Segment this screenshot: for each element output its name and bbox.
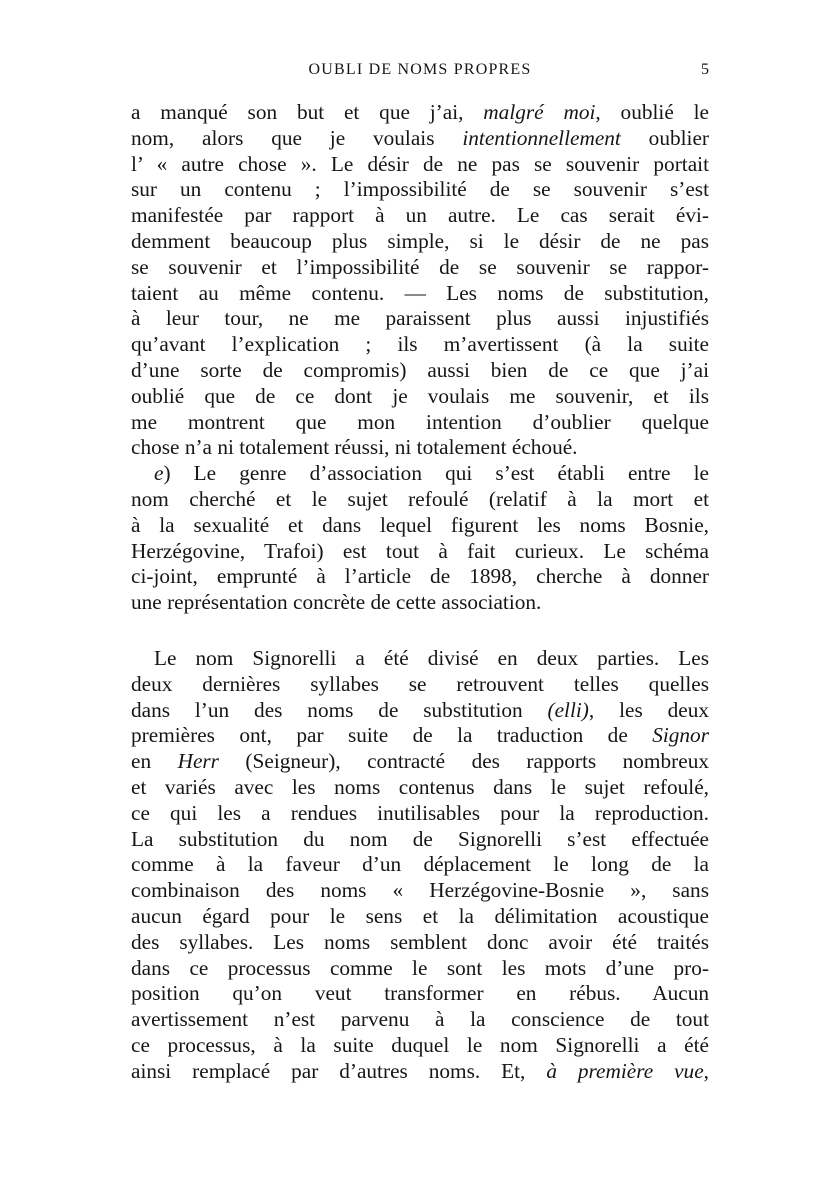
text-line xyxy=(131,564,709,590)
text-line xyxy=(131,749,709,775)
running-head xyxy=(131,58,709,82)
text-line xyxy=(131,152,709,178)
text-line xyxy=(131,306,709,332)
text-line xyxy=(131,852,709,878)
text-run: aucun égard pour le sens et la délimitation acoustique xyxy=(131,903,709,928)
text-run: Herzégovine, Trafoi) est tout à fait curieux. Le schéma xyxy=(131,538,709,563)
text-line xyxy=(131,801,709,827)
text-run: Le nom Signorelli a été divisé en deux parties. Les xyxy=(154,645,709,670)
text-run: taient au même contenu. — Les noms de substitution, xyxy=(131,280,709,305)
figure-gap xyxy=(131,616,709,646)
text-run: se souvenir et l’impossibilité de se souvenir se rappor- xyxy=(131,254,709,279)
text-line xyxy=(131,100,709,126)
text-line xyxy=(131,672,709,698)
text-line xyxy=(131,332,709,358)
text-line xyxy=(131,435,709,461)
text-run: ) Le genre d’association qui s’est établi entre le xyxy=(163,461,709,486)
text-line xyxy=(131,384,709,410)
text-line xyxy=(131,981,709,1007)
text-run: qu’avant l’explication ; ils m’avertissent (à la suite xyxy=(131,332,709,357)
text-run: dans l’un des noms de substitution xyxy=(131,697,548,722)
text-run: ci-joint, emprunté à l’article de 1898, cherche à donner xyxy=(131,564,709,589)
text-line xyxy=(131,590,709,616)
text-line xyxy=(131,255,709,281)
text-line xyxy=(131,930,709,956)
text-run: position qu’on veut transformer en rébus. Aucun xyxy=(131,981,709,1006)
text-line xyxy=(131,698,709,724)
text-line xyxy=(131,410,709,436)
text-run: et variés avec les noms contenus dans le sujet refoulé, xyxy=(131,774,709,799)
text-line xyxy=(131,539,709,565)
text-run: ainsi remplacé par d’autres noms. Et, xyxy=(131,1058,547,1083)
text-run: oublié que de ce dont je voulais me souvenir, et ils xyxy=(131,383,709,408)
italic-text: malgré moi xyxy=(483,100,596,124)
text-line xyxy=(131,203,709,229)
text-line xyxy=(131,487,709,513)
body-text xyxy=(131,100,709,1084)
text-line xyxy=(131,956,709,982)
italic-text: à première vue xyxy=(546,1058,704,1083)
text-line xyxy=(131,646,709,672)
text-line xyxy=(131,1007,709,1033)
text-run: ce processus, à la suite duquel le nom Signorelli a été xyxy=(131,1032,709,1057)
text-run: sur un contenu ; l’impossibilité de se souvenir s’est xyxy=(131,177,709,202)
text-line xyxy=(131,1033,709,1059)
text-line xyxy=(131,358,709,384)
paragraph-signorelli xyxy=(131,646,709,1085)
italic-text: intentionnellement xyxy=(462,125,621,150)
text-line xyxy=(131,775,709,801)
text-line xyxy=(131,513,709,539)
text-run: des syllabes. Les noms semblent donc avoir été traités xyxy=(131,929,709,954)
text-run: ce qui les a rendues inutilisables pour la reproduction. xyxy=(131,800,709,825)
text-run: en xyxy=(131,749,178,774)
italic-text: (elli) xyxy=(547,697,589,722)
page-number: 5 xyxy=(701,61,709,78)
text-run: à leur tour, ne me paraissent plus aussi injustifiés xyxy=(131,306,709,331)
text-line xyxy=(131,177,709,203)
text-line xyxy=(131,461,709,487)
text-run: à la sexualité et dans lequel figurent les noms Bosnie, xyxy=(131,512,709,537)
text-run: , les deux xyxy=(588,697,709,722)
text-run: demment beaucoup plus simple, si le désir de ne pas xyxy=(131,228,709,253)
text-line xyxy=(131,723,709,749)
text-run: deux dernières syllabes se retrouvent telles quelles xyxy=(131,671,709,696)
text-line xyxy=(131,878,709,904)
italic-text: Signor xyxy=(652,723,709,748)
text-run: l’ « autre chose ». Le désir de ne pas se souvenir portait xyxy=(131,151,709,176)
text-run: chose n’a ni totalement réussi, ni totalement échoué. xyxy=(131,435,578,460)
text-run: d’une sorte de compromis) aussi bien de ce que j’ai xyxy=(131,357,709,382)
text-run: , xyxy=(703,1058,709,1083)
text-run: (Seigneur), contracté des rapports nombreux xyxy=(218,749,709,774)
text-run: nom, alors que je voulais xyxy=(131,125,463,150)
text-line xyxy=(131,229,709,255)
running-title: OUBLI DE NOMS PROPRES xyxy=(308,61,532,78)
text-run: une représentation concrète de cette association. xyxy=(131,590,542,615)
italic-text: e xyxy=(154,461,164,486)
text-run: dans ce processus comme le sont les mots d’une pro- xyxy=(131,955,709,980)
italic-text: Herr xyxy=(177,749,219,774)
text-line xyxy=(131,281,709,307)
text-run: a manqué son but et que j’ai, xyxy=(131,100,484,124)
paragraph-association xyxy=(131,461,709,616)
text-run: avertissement n’est parvenu à la conscience de tout xyxy=(131,1007,709,1032)
paragraph-continuation xyxy=(131,100,709,461)
text-run: oublier xyxy=(620,125,709,150)
text-run: nom cherché et le sujet refoulé (relatif à la mort et xyxy=(131,486,709,511)
text-line xyxy=(131,827,709,853)
text-run: me montrent que mon intention d’oublier quelque xyxy=(131,409,709,434)
text-run: manifestée par rapport à un autre. Le cas serait évi- xyxy=(131,203,709,228)
text-run: comme à la faveur d’un déplacement le long de la xyxy=(131,852,709,877)
text-line xyxy=(131,1059,709,1085)
text-line xyxy=(131,904,709,930)
text-run: combinaison des noms « Herzégovine-Bosnie », sans xyxy=(131,878,709,903)
text-line xyxy=(131,126,709,152)
text-run: La substitution du nom de Signorelli s’est effectuée xyxy=(131,826,709,851)
text-run: premières ont, par suite de la traduction de xyxy=(131,723,653,748)
text-run: , oublié le xyxy=(595,100,709,124)
